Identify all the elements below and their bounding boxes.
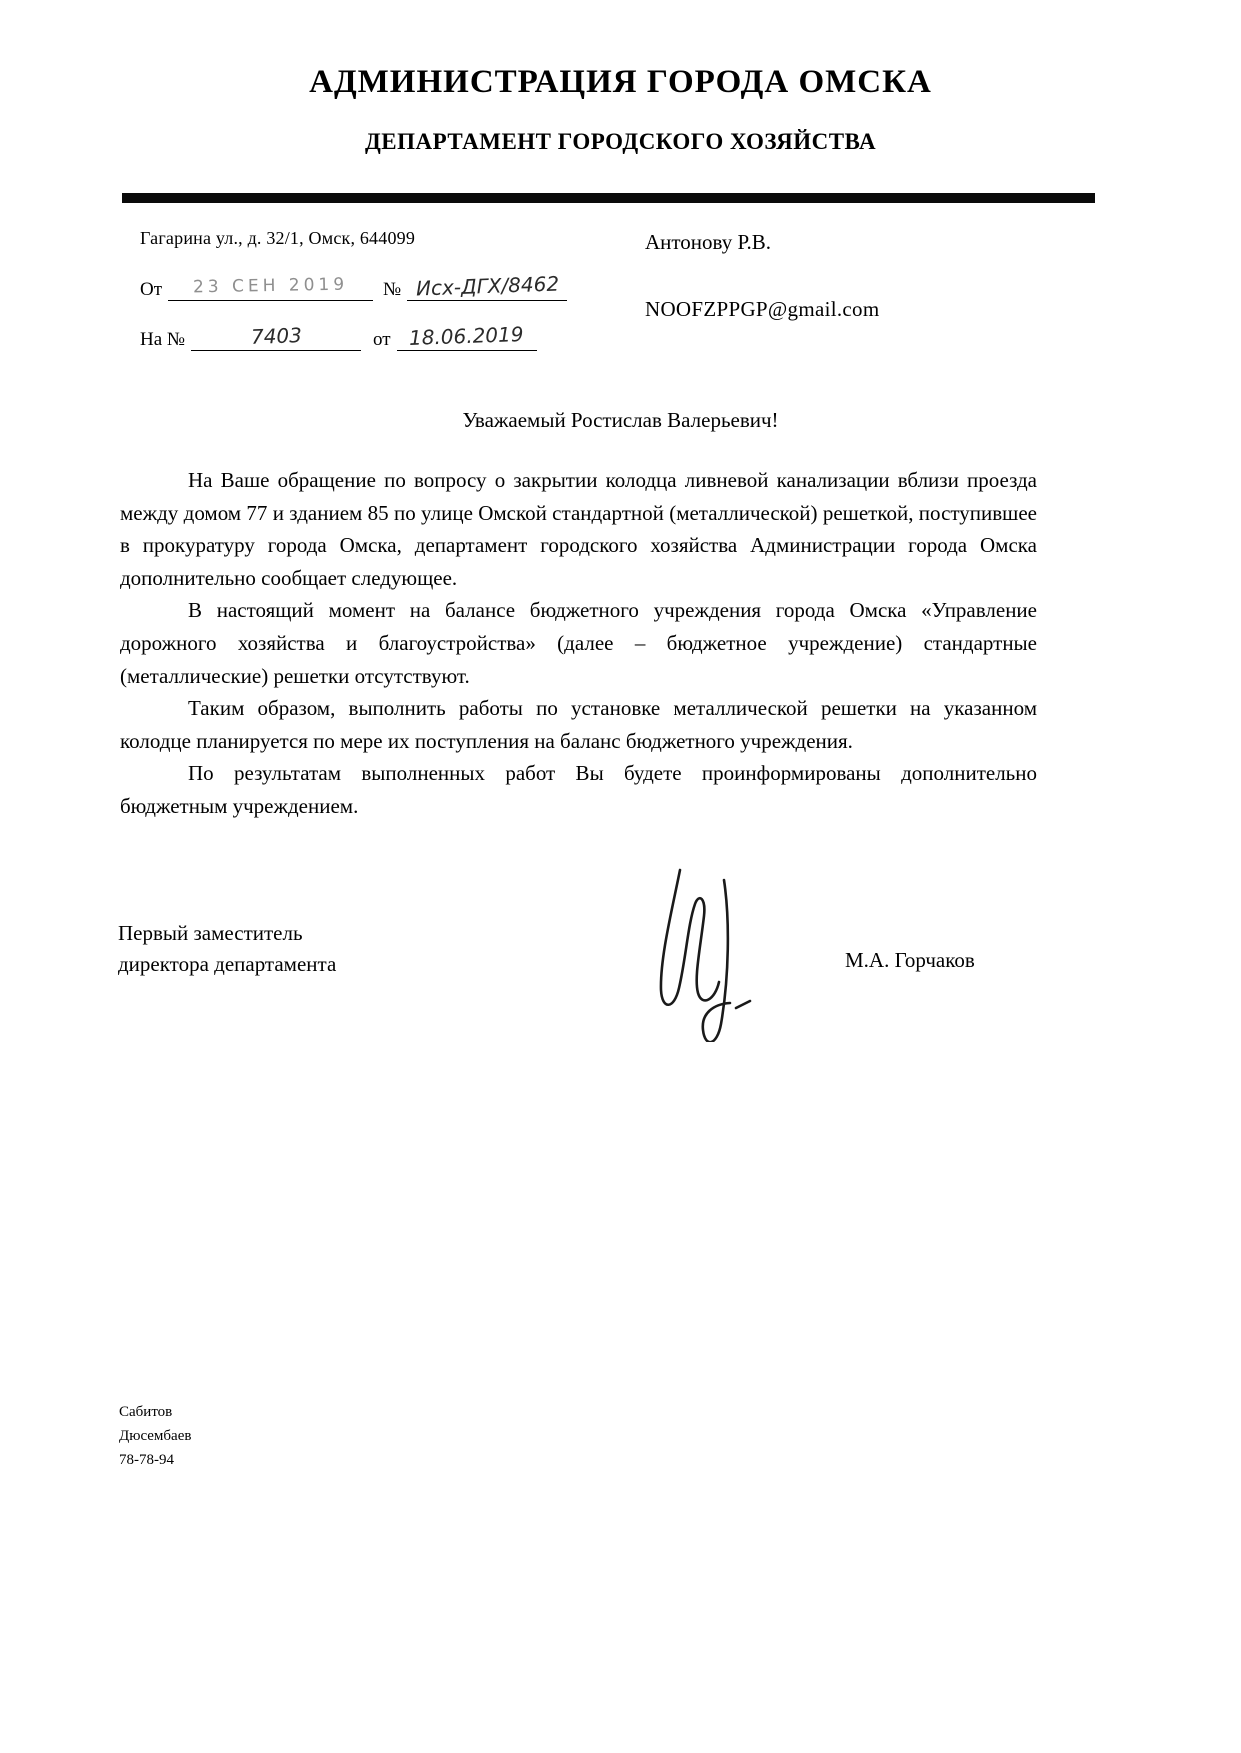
signatory-position-line2: директора департамента (118, 952, 337, 976)
sender-address: Гагарина ул., д. 32/1, Омск, 644099 (140, 228, 416, 248)
number-label: № (383, 279, 402, 300)
date-stamp-line (168, 274, 373, 301)
paragraph-4: По результатам выполненных работ Вы будете проинформированы дополнительно бюджетным учреждением. (120, 761, 1037, 818)
org-subtitle: ДЕПАРТАМЕНТ ГОРОДСКОГО ХОЗЯЙСТВА (364, 129, 877, 154)
paragraph-3: Таким образом, выполнить работы по установке металлической решетки на указанном колодце планируется по мере их поступления на баланс бюджетного учреждения. (120, 696, 1037, 753)
signatory-position (118, 918, 336, 980)
reply-date: 18.06.2019 (408, 322, 525, 350)
signatory-position-line1: Первый заместитель (118, 921, 303, 945)
outgoing-number: Исх-ДГХ/8462 (415, 271, 560, 301)
reply-label: На № (140, 329, 186, 350)
recipient-block (645, 230, 879, 322)
salutation: Уважаемый Ростислав Валерьевич! (462, 408, 779, 432)
letterhead (0, 64, 1241, 155)
recipient-name: Антонову Р.В. (645, 230, 772, 254)
executor-name-1: Сабитов (119, 1404, 173, 1420)
header-divider (122, 193, 1095, 203)
reply-number: 7403 (250, 323, 302, 349)
outgoing-reference-row (140, 271, 610, 301)
signatory-name: М.А. Горчаков (845, 948, 975, 972)
recipient-email: NOOFZPPGP@gmail.com (645, 297, 880, 321)
incoming-reference-row (140, 322, 610, 351)
paragraph-1: На Ваше обращение по вопросу о закрытии колодца ливневой канализации вблизи проезда между домом 77 и зданием 85 по улице Омской стандартной (металлической) решеткой, поступившее в прокуратуру города Омска, департамент городского хозяйства Администрации города Омска дополнительно сообщает следующее. (120, 468, 1037, 590)
date-stamp: 23 СЕН 2019 (192, 274, 349, 298)
reply-date-line (397, 322, 537, 351)
outgoing-number-line (407, 271, 567, 301)
reply-number-line (191, 325, 361, 351)
executor-block (119, 1400, 191, 1472)
letter-body (120, 464, 1037, 823)
executor-phone: 78-78-94 (119, 1452, 174, 1468)
handwritten-signature (628, 862, 778, 1042)
executor-name-2: Дюсембаев (119, 1428, 192, 1444)
reply-date-label: от (373, 329, 391, 350)
reference-block (140, 228, 610, 351)
org-title: АДМИНИСТРАЦИЯ ГОРОДА ОМСКА (309, 64, 932, 100)
paragraph-2: В настоящий момент на балансе бюджетного учреждения города Омска «Управление дорожного хозяйства и благоустройства» (далее – бюджетное учреждение) стандартные (металлические) решетки отсутствуют. (120, 598, 1037, 688)
from-label: От (140, 279, 163, 300)
